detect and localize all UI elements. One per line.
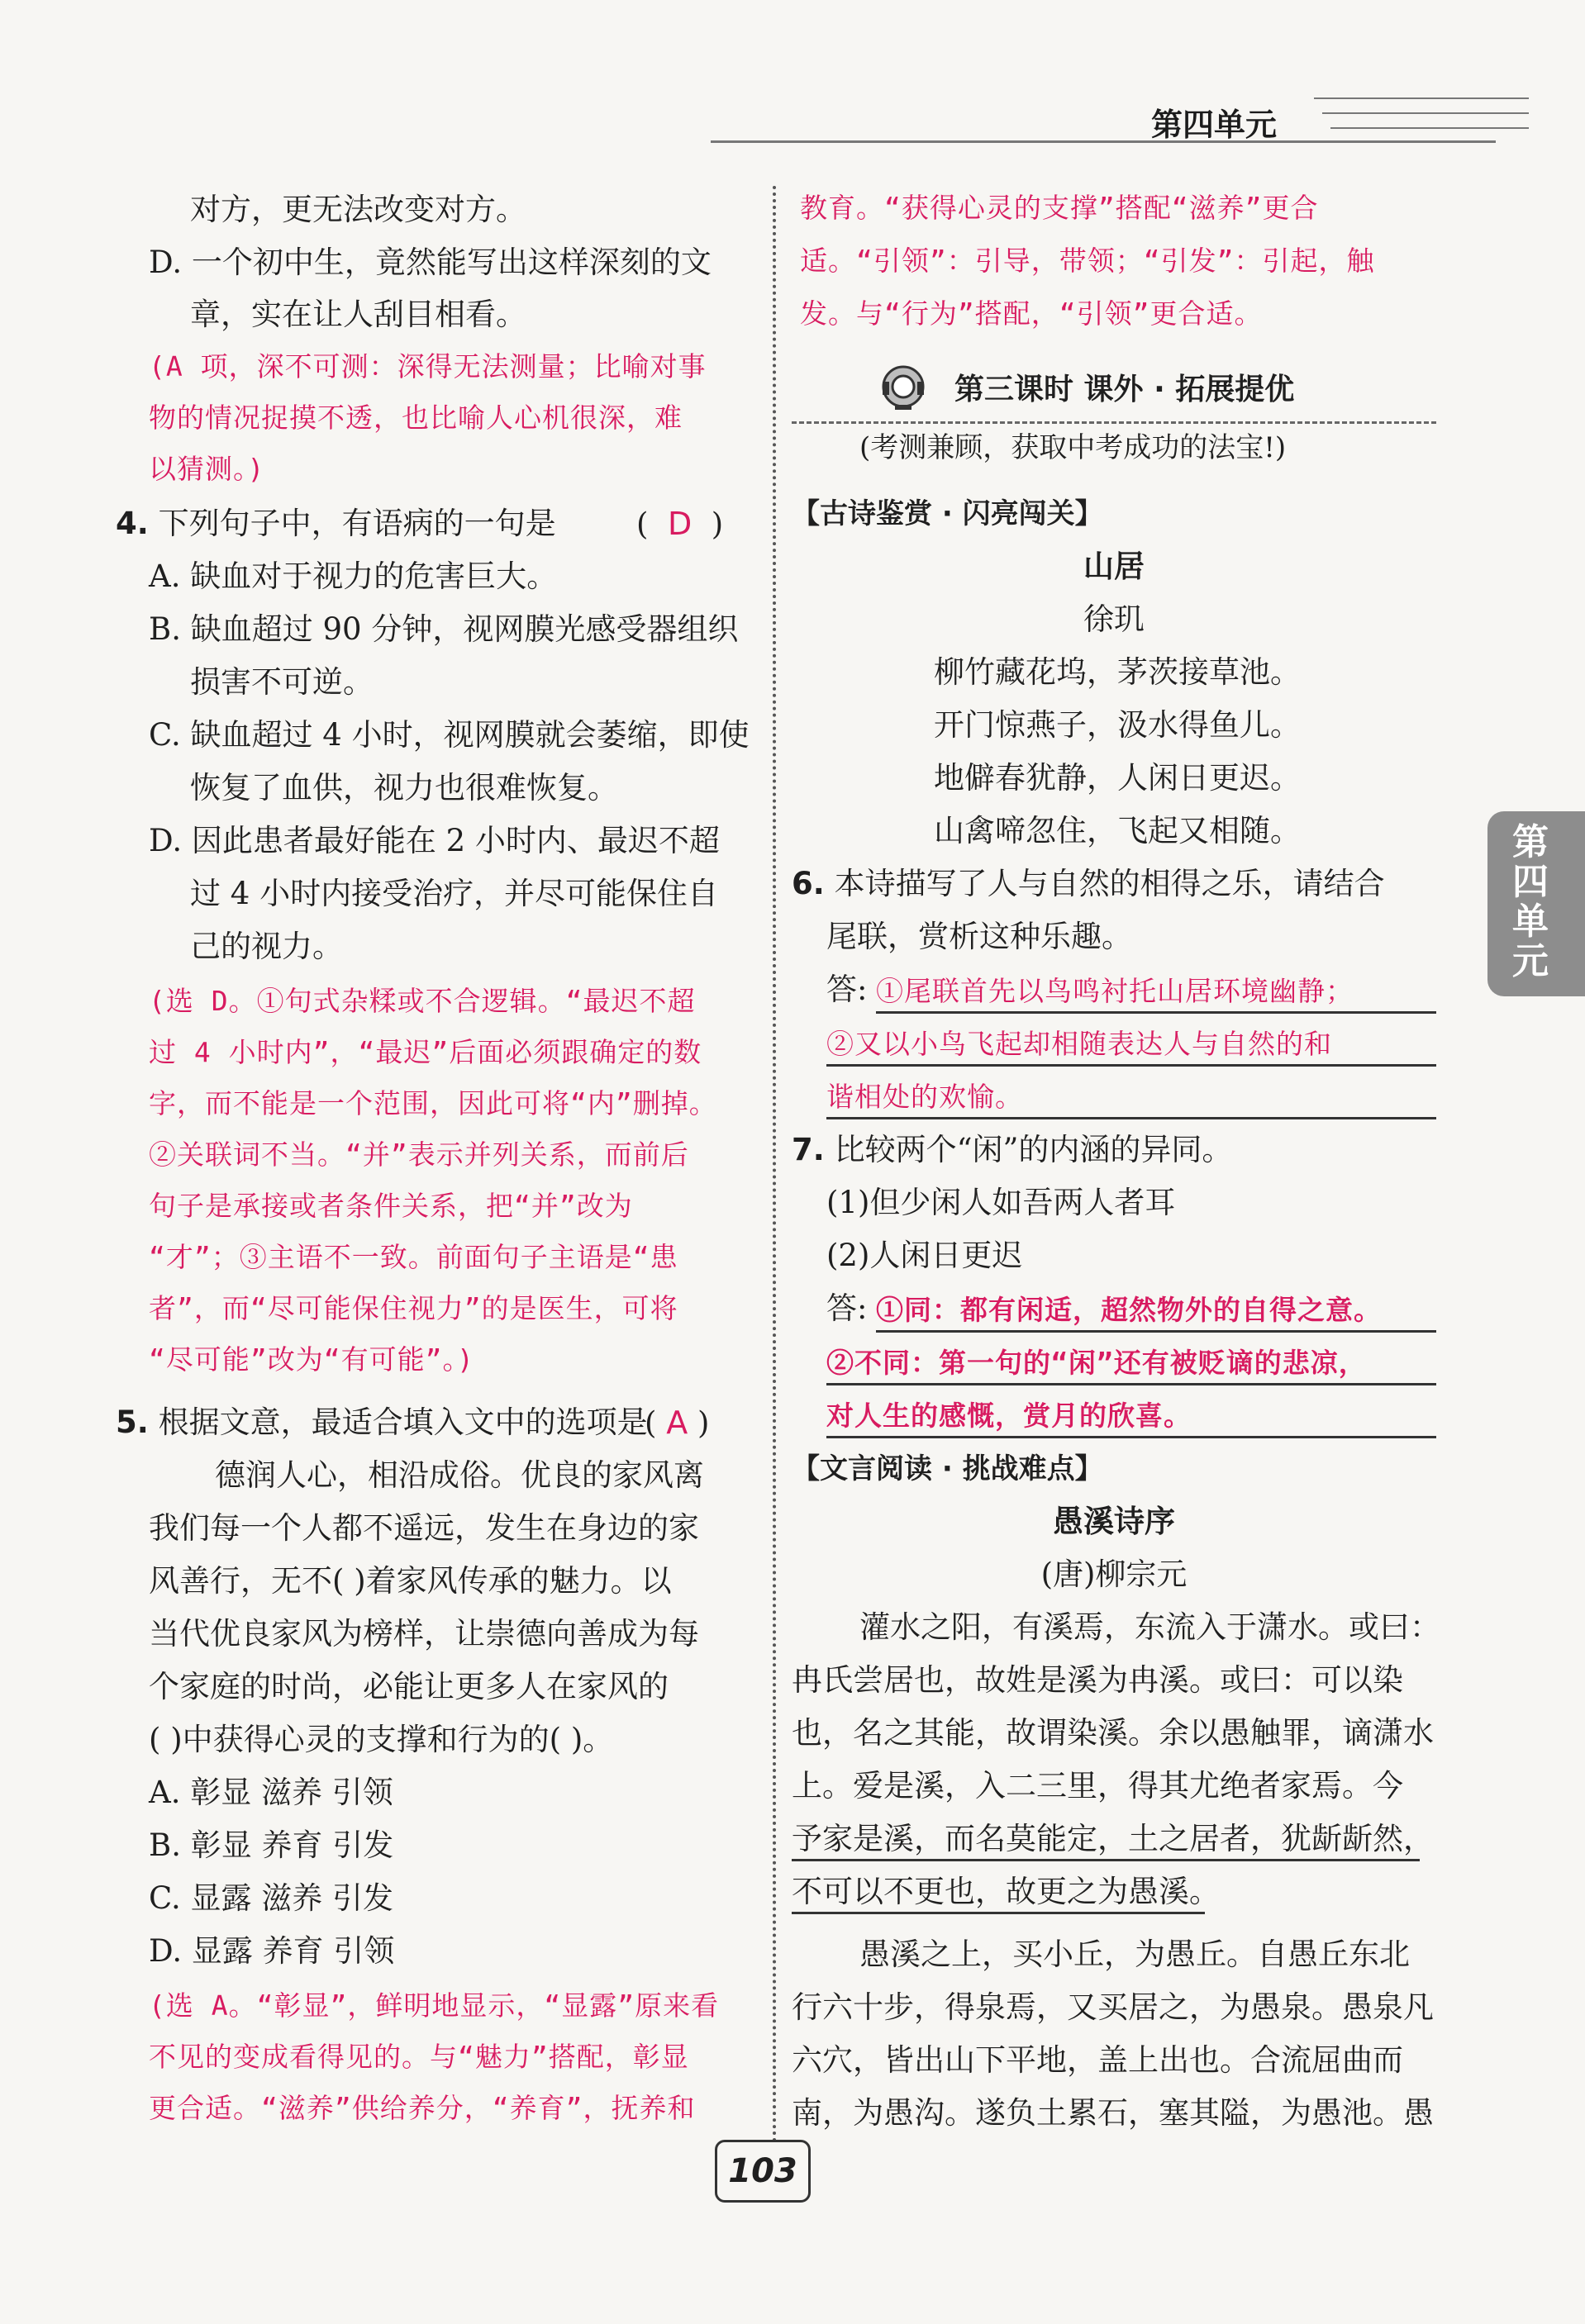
poem-line: 开门惊燕子，汲水得鱼儿。 xyxy=(934,707,1301,743)
poem-line: 地僻春犹静，人闲日更迟。 xyxy=(934,760,1301,796)
passage-line: ( )中获得心灵的支撑和行为的( )。 xyxy=(149,1722,614,1757)
header-rule-deco xyxy=(1314,97,1529,99)
answer-line: 对人生的感慨，赏月的欣喜。 xyxy=(826,1400,1192,1432)
poem-line: 山禽啼忽住，飞起又相随。 xyxy=(934,813,1301,848)
page-number: 103 xyxy=(715,2140,811,2203)
passage-line: 我们每一个人都不遥远，发生在身边的家 xyxy=(149,1510,699,1546)
section-heading: 【古诗鉴赏 · 闪亮闯关】 xyxy=(792,497,1103,530)
answer-note: 教育。“获得心灵的支撑”搭配“滋养”更合 xyxy=(800,192,1319,224)
answer-note: 句子是承接或者条件关系，把“并”改为 xyxy=(149,1190,633,1222)
question-6-stem-cont: 尾联，赏析这种乐趣。 xyxy=(826,919,1132,954)
prose-line: 也，名之其能，故谓染溪。余以愚触罪，谪潇水 xyxy=(792,1715,1434,1751)
option-line: 过 4 小时内接受治疗，并尽可能保住自 xyxy=(190,876,719,911)
question-4-answer: ( D ) xyxy=(636,506,724,542)
column-divider xyxy=(773,186,776,2144)
answer-underline xyxy=(826,1064,1436,1067)
answer-note: “才”；③主语不一致。前面句子主语是“患 xyxy=(149,1241,678,1273)
answer-note: 适。“引领”：引导，带领；“引发”：引起，触 xyxy=(800,245,1375,277)
prose-line: 不可以不更也，故更之为愚溪。 xyxy=(792,1874,1220,1909)
answer-underline xyxy=(876,1011,1436,1014)
passage-line: 当代优良家风为榜样，让崇德向善成为每 xyxy=(149,1616,699,1652)
trophy-icon xyxy=(874,364,932,413)
prose-line: 南，为愚沟。遂负土累石，塞其隘，为愚池。愚 xyxy=(792,2095,1434,2131)
option-line: A. 彰显 滋养 引领 xyxy=(149,1775,393,1810)
unit-side-tab: 第四单元 xyxy=(1487,811,1585,996)
answer-note: 物的情况捉摸不透，也比喻人心机很深，难 xyxy=(149,402,683,434)
option-line: B. 缺血超过 90 分钟，视网膜光感受器组织 xyxy=(149,611,739,647)
question-4-stem: 4. 下列句子中，有语病的一句是 xyxy=(116,506,556,541)
answer-underline xyxy=(876,1330,1436,1333)
poem-line: 柳竹藏花坞，茅茨接草池。 xyxy=(934,654,1301,690)
option-line: D. 因此患者最好能在 2 小时内、最迟不超 xyxy=(149,823,720,858)
option-line: C. 缺血超过 4 小时，视网膜就会萎缩，即使 xyxy=(149,717,750,753)
dashed-rule xyxy=(792,421,1436,424)
option-line: D. 一个初中生，竟然能写出这样深刻的文 xyxy=(149,245,712,280)
question-7-item: (2)人闲日更迟 xyxy=(826,1238,1023,1273)
option-line: A. 缺血对于视力的危害巨大。 xyxy=(149,558,558,594)
answer-line: ①尾联首先以鸟鸣衬托山居环境幽静； xyxy=(876,975,1354,1007)
prose-title: 愚溪诗序 xyxy=(1053,1504,1175,1539)
answer-note: “尽可能”改为“有可能”。) xyxy=(149,1343,474,1376)
question-6-stem: 6. 本诗描写了人与自然的相得之乐，请结合 xyxy=(792,866,1385,901)
answer-note: (A 项，深不可测：深得无法测量；比喻对事 xyxy=(149,350,707,383)
option-line: 章，实在让人刮目相看。 xyxy=(190,297,526,332)
answer-line: ②不同：第一句的“闲”还有被贬谪的悲凉， xyxy=(826,1347,1367,1379)
prose-line: 灌水之阳，有溪焉，东流入于潇水。或曰： xyxy=(859,1609,1440,1645)
unit-title: 第四单元 xyxy=(1151,107,1278,143)
answer-label: 答: xyxy=(826,1290,868,1326)
question-5-answer: ( A ) xyxy=(645,1404,710,1441)
answer-label: 答: xyxy=(826,972,868,1007)
text-underline xyxy=(792,1859,1420,1861)
answer-line: ②又以小鸟飞起却相随表达人与自然的和 xyxy=(826,1028,1332,1060)
passage-line: 风善行，无不( )着家风传承的魅力。以 xyxy=(149,1563,672,1599)
answer-underline xyxy=(826,1117,1436,1119)
header-rule-deco xyxy=(1322,112,1529,114)
answer-note: (选 D。①句式杂糅或不合逻辑。“最迟不超 xyxy=(149,985,696,1017)
poem-author: 徐玑 xyxy=(1083,601,1145,637)
question-7-item: (1)但少闲人如吾两人者耳 xyxy=(826,1185,1176,1220)
option-line: 损害不可逆。 xyxy=(190,664,374,700)
option-line: D. 显露 养育 引领 xyxy=(149,1933,395,1969)
prose-author: (唐)柳宗元 xyxy=(1040,1556,1188,1592)
lesson-title: 第三课时 课外 · 拓展提优 xyxy=(954,373,1295,406)
lesson-subtitle: (考测兼顾，获取中考成功的法宝!) xyxy=(859,431,1287,464)
header-rule xyxy=(711,140,1496,143)
option-line: C. 显露 滋养 引发 xyxy=(149,1880,394,1916)
answer-note: 过 4 小时内”，“最迟”后面必须跟确定的数 xyxy=(149,1036,702,1068)
passage-line: 个家庭的时尚，必能让更多人在家风的 xyxy=(149,1669,669,1704)
option-line: 恢复了血供，视力也很难恢复。 xyxy=(190,770,618,806)
section-heading: 【文言阅读 · 挑战难点】 xyxy=(792,1452,1103,1485)
question-5-stem: 5. 根据文意，最适合填入文中的选项是 xyxy=(116,1404,648,1440)
answer-note: 字，而不能是一个范围，因此可将“内”删掉。 xyxy=(149,1087,717,1119)
answer-note: ②关联词不当。“并”表示并列关系，而前后 xyxy=(149,1138,689,1171)
answer-line: 谐相处的欢愉。 xyxy=(826,1081,1023,1113)
answer-note: 发。与“行为”搭配，“引领”更合适。 xyxy=(800,297,1263,330)
answer-note: 以猜测。) xyxy=(149,453,265,485)
prose-line: 愚溪之上，买小丘，为愚丘。自愚丘东北 xyxy=(859,1937,1410,1972)
text-underline xyxy=(792,1912,1205,1914)
prose-line: 上。爱是溪，入二三里，得其尤绝者家焉。今 xyxy=(792,1768,1403,1804)
answer-underline xyxy=(826,1436,1436,1438)
prose-line: 六穴，皆出山下平地，盖上出也。合流屈曲而 xyxy=(792,2042,1403,2078)
option-line: B. 彰显 养育 引发 xyxy=(149,1827,394,1863)
answer-line: ①同：都有闲适，超然物外的自得之意。 xyxy=(876,1294,1382,1326)
option-line: 己的视力。 xyxy=(190,929,343,964)
answer-note: 不见的变成看得见的。与“魅力”搭配，彰显 xyxy=(149,2041,689,2073)
answer-note: 者”，而“尽可能保住视力”的是医生，可将 xyxy=(149,1292,678,1324)
prose-line: 予家是溪，而名莫能定，土之居者，犹龂龂然， xyxy=(792,1821,1434,1856)
text-line: 对方，更无法改变对方。 xyxy=(190,192,526,227)
answer-underline xyxy=(826,1383,1436,1385)
answer-note: (选 A。“彰显”，鲜明地显示，“显露”原来看 xyxy=(149,1989,720,2022)
header-rule-deco xyxy=(1330,127,1529,129)
prose-line: 行六十步，得泉焉，又买居之，为愚泉。愚泉凡 xyxy=(792,1989,1434,2025)
question-7-stem: 7. 比较两个“闲”的内涵的异同。 xyxy=(792,1132,1233,1167)
passage-line: 德润人心，相沿成俗。优良的家风离 xyxy=(215,1457,704,1493)
answer-note: 更合适。“滋养”供给养分，“养育”，抚养和 xyxy=(149,2092,696,2124)
prose-line: 冉氏尝居也，故姓是溪为冉溪。或曰：可以染 xyxy=(792,1662,1403,1698)
poem-title: 山居 xyxy=(1083,549,1145,584)
